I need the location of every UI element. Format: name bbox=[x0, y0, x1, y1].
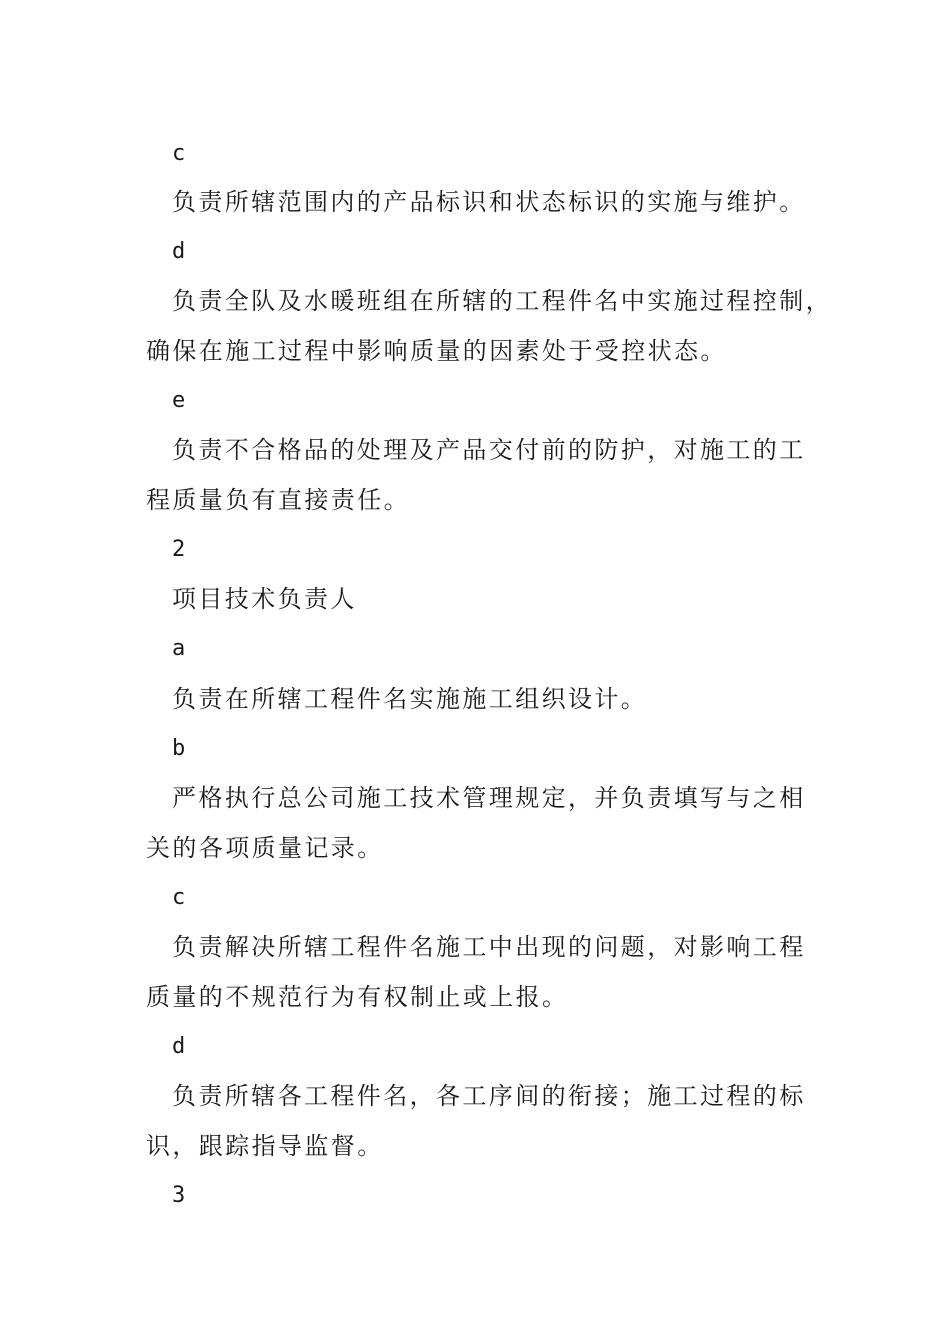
list-marker: c bbox=[172, 885, 186, 910]
list-marker: e bbox=[172, 388, 186, 413]
paragraph-line: 负责所辖范围内的产品标识和状态标识的实施与维护。 bbox=[172, 188, 806, 216]
paragraph-line: 确保在施工过程中影响质量的因素处于受控状态。 bbox=[146, 337, 727, 365]
paragraph-line: 质量的不规范行为有权制止或上报。 bbox=[146, 983, 569, 1011]
list-marker: c bbox=[172, 141, 186, 166]
section-number: 3 bbox=[172, 1183, 186, 1208]
paragraph-line: 负责解决所辖工程件名施工中出现的问题，对影响工程 bbox=[172, 933, 806, 961]
paragraph-line: 负责不合格品的处理及产品交付前的防护，对施工的工 bbox=[172, 436, 806, 464]
paragraph-line: 关的各项质量记录。 bbox=[146, 834, 384, 862]
list-marker: d bbox=[172, 1034, 186, 1059]
paragraph-line: 严格执行总公司施工技术管理规定，并负责填写与之相 bbox=[172, 784, 806, 812]
paragraph-line: 负责在所辖工程件名实施施工组织设计。 bbox=[172, 685, 648, 713]
paragraph-line: 程质量负有直接责任。 bbox=[146, 486, 410, 514]
list-marker: d bbox=[172, 239, 186, 264]
paragraph-line: 识，跟踪指导监督。 bbox=[146, 1132, 384, 1160]
paragraph-line: 负责全队及水暖班组在所辖的工程件名中实施过程控制， bbox=[172, 287, 832, 315]
section-number: 2 bbox=[172, 537, 186, 562]
paragraph-line: 负责所辖各工程件名，各工序间的衔接；施工过程的标 bbox=[172, 1082, 806, 1110]
section-heading: 项目技术负责人 bbox=[172, 585, 357, 613]
list-marker: a bbox=[172, 636, 186, 661]
list-marker: b bbox=[172, 736, 186, 761]
